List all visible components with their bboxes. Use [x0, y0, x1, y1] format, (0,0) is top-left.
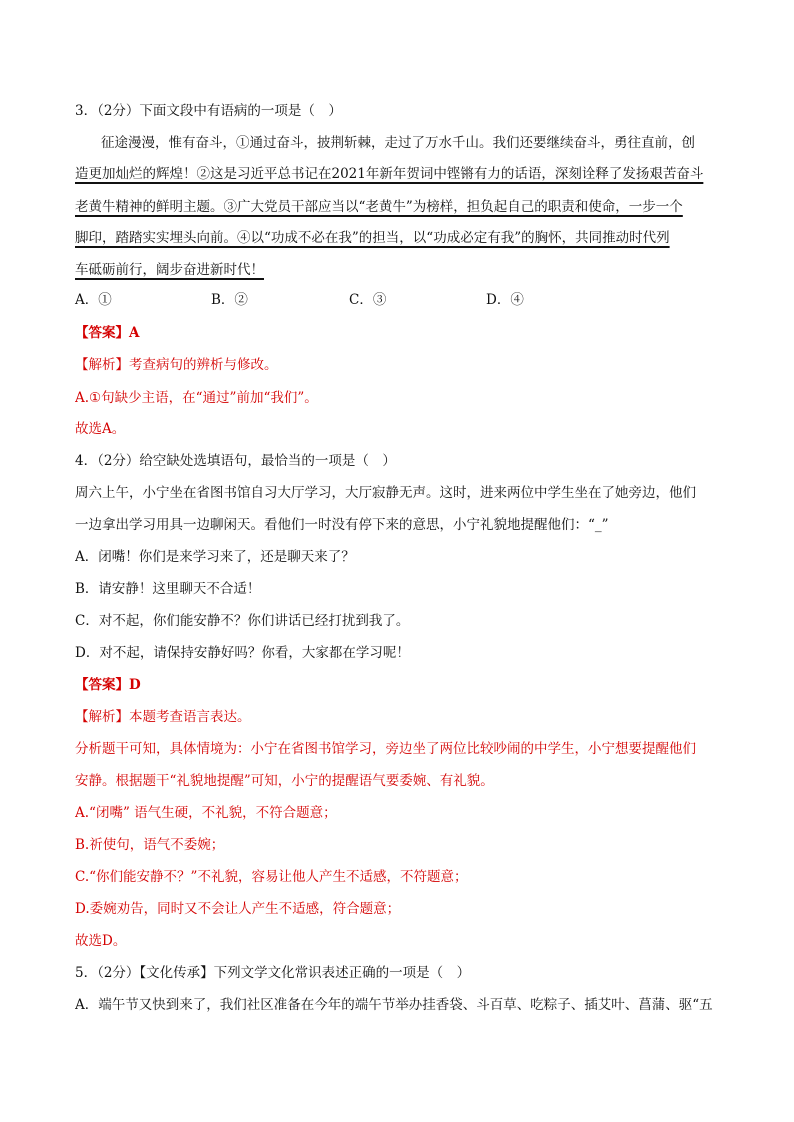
q3-option-a: A．① [75, 292, 112, 308]
q3-passage-line-5: 车砥砺前行，阔步奋进新时代！ [75, 262, 264, 278]
q4-explain-line-1: 分析题干可知，具体情境为：小宁在省图书馆学习，旁边坐了两位比较吵闹的中学生，小宁想要提醒他们 [75, 741, 696, 757]
q4-explain-b: B.祈使句，语气不委婉； [75, 837, 225, 853]
q4-option-a: A．闭嘴！你们是来学习来了，还是聊天来了？ [75, 549, 355, 565]
q4-scenario-line-2: 一边拿出学习用具一边聊闲天。看他们一时没有停下来的意思，小宁礼貌地提醒他们：“_” [75, 517, 609, 533]
q3-passage-line-3: 老黄牛精神的鲜明主题。③广大党员干部应当以“老黄牛”为榜样，担负起自己的职责和使命，一步一个 [75, 199, 683, 215]
q3-passage-line-4: 脚印，踏踏实实埋头向前。④以“功成不必在我”的担当，以“功成必定有我”的胸怀，共同推动时代列 [75, 230, 670, 246]
q3-option-c: C．③ [349, 292, 387, 308]
q3-option-d: D．④ [486, 292, 524, 308]
q4-explain-d: D.委婉劝告，同时又不会让人产生不适感，符合题意； [75, 901, 401, 917]
q3-passage-line-2: 造更加灿烂的辉煌！②这是习近平总书记在2021年新年贺词中铿锵有力的话语，深刻诠释了发扬艰苦奋斗 [75, 166, 704, 182]
q4-answer: 【答案】D [75, 677, 141, 693]
question-3-stem: 3．（2分）下面文段中有语病的一项是（ ） [75, 103, 342, 119]
q4-analysis: 【解析】本题考查语言表达。 [75, 709, 251, 725]
q4-option-d: D．对不起，请保持安静好吗？你看，大家都在学习呢！ [75, 645, 410, 661]
q3-analysis: 【解析】考查病句的辨析与修改。 [75, 357, 278, 373]
q4-scenario-line-1: 周六上午，小宁坐在省图书馆自习大厅学习，大厅寂静无声。这时，进来两位中学生坐在了她旁边，他们 [75, 485, 696, 501]
q3-options [75, 289, 725, 315]
question-4-stem: 4．（2分）给空缺处选填语句，最恰当的一项是（ ） [75, 453, 396, 469]
q4-option-c: C．对不起，你们能安静不？你们讲话已经打扰到我了。 [75, 613, 410, 629]
q3-conclusion: 故选A。 [75, 421, 126, 437]
q4-explain-a: A.“闭嘴” 语气生硬，不礼貌，不符合题意； [75, 805, 337, 821]
q5-option-a: A．端午节又快到来了，我们社区准备在今年的端午节举办挂香袋、斗百草、吃粽子、插艾叶、菖蒲、驱“五 [75, 997, 713, 1013]
q4-explain-line-2: 安静。根据题干“礼貌地提醒”可知，小宁的提醒语气要委婉、有礼貌。 [75, 773, 494, 789]
question-5-stem: 5．（2分）【文化传承】下列文学文化常识表述正确的一项是（ ） [75, 965, 471, 981]
q4-conclusion: 故选D。 [75, 933, 127, 949]
q4-explain-c: C.“你们能安静不？”不礼貌，容易让他人产生不适感，不符题意； [75, 869, 468, 885]
q3-answer: 【答案】A [75, 325, 140, 341]
q4-option-b: B．请安静！这里聊天不合适！ [75, 581, 261, 597]
q3-passage-line-1: 征途漫漫，惟有奋斗，①通过奋斗，披荆斩棘，走过了万水千山。我们还要继续奋斗，勇往直前，创 [101, 135, 695, 151]
q3-option-b: B．② [211, 292, 248, 308]
q3-explain: A.①句缺少主语，在“通过”前加“我们”。 [75, 390, 318, 406]
